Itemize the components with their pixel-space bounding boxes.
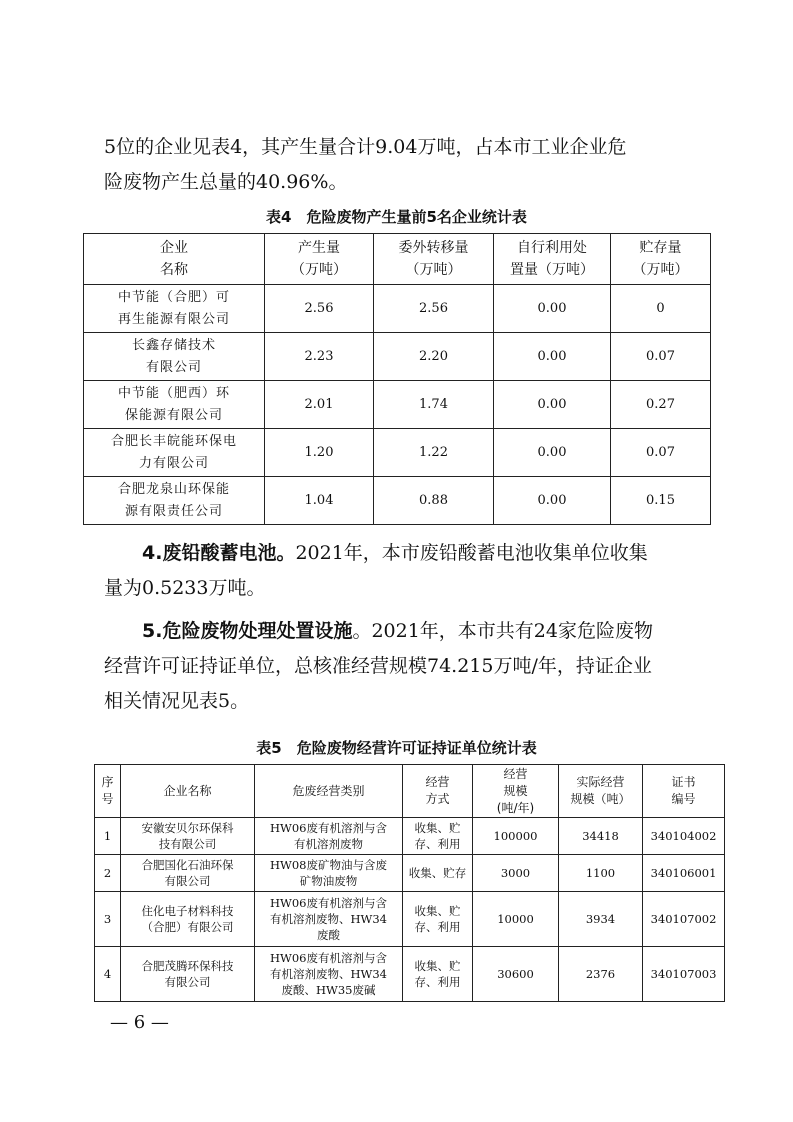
page-number: — 6 — xyxy=(110,1012,169,1033)
section5-paragraph xyxy=(104,614,704,719)
storage-cell: 0.15 xyxy=(611,477,711,525)
self-use-cell: 0.00 xyxy=(494,477,611,525)
company-name-cell: 安徽安贝尔环保科 技有限公司 xyxy=(121,818,255,855)
section5-line-3: 相关情况见表5。 xyxy=(104,690,250,712)
table4-caption: 表4 危险废物产生量前5名企业统计表 xyxy=(266,208,527,226)
company-name-cell: 合肥茂腾环保科技 有限公司 xyxy=(121,947,255,1002)
cert-cell: 340104002 xyxy=(643,818,725,855)
transfer-cell: 2.56 xyxy=(374,285,494,333)
company-name-cell: 中节能（合肥）可 再生能源有限公司 xyxy=(84,285,265,333)
produce-cell: 1.20 xyxy=(265,429,374,477)
cert-cell: 340106001 xyxy=(643,855,725,892)
transfer-cell: 1.74 xyxy=(374,381,494,429)
company-name-cell: 长鑫存储技术 有限公司 xyxy=(84,333,265,381)
scale-cell: 10000 xyxy=(473,892,559,947)
mode-cell: 收集、贮 存、利用 xyxy=(403,818,473,855)
intro-paragraph xyxy=(104,130,704,200)
section4-line-2: 量为0.5233万吨。 xyxy=(104,577,266,599)
intro-line-1: 5位的企业见表4，其产生量合计9.04万吨，占本市工业企业危 xyxy=(104,136,627,158)
company-name-cell: 合肥国化石油环保 有限公司 xyxy=(121,855,255,892)
transfer-cell: 0.88 xyxy=(374,477,494,525)
storage-cell: 0.27 xyxy=(611,381,711,429)
table5-header-cert: 证书 编号 xyxy=(643,765,725,818)
table-row xyxy=(84,429,711,477)
section4-paragraph xyxy=(104,536,704,606)
table5-header-actual: 实际经营 规模（吨） xyxy=(559,765,643,818)
scale-cell: 30600 xyxy=(473,947,559,1002)
table4-header-row xyxy=(84,234,711,285)
produce-cell: 1.04 xyxy=(265,477,374,525)
category-cell: HW08废矿物油与含废 矿物油废物 xyxy=(255,855,403,892)
row-number-cell: 4 xyxy=(95,947,121,1002)
table4-header-self-use: 自行利用处 置量（万吨） xyxy=(494,234,611,285)
section5-heading: 5.危险废物处理处置设施 xyxy=(142,620,353,642)
section4-heading: 4.废铅酸蓄电池。 xyxy=(142,542,296,564)
table4-header-transfer: 委外转移量 （万吨） xyxy=(374,234,494,285)
table5-header-scale: 经营 规模 (吨/年) xyxy=(473,765,559,818)
produce-cell: 2.01 xyxy=(265,381,374,429)
company-name-cell: 合肥龙泉山环保能 源有限责任公司 xyxy=(84,477,265,525)
transfer-cell: 2.20 xyxy=(374,333,494,381)
actual-cell: 1100 xyxy=(559,855,643,892)
category-cell: HW06废有机溶剂与含 有机溶剂废物、HW34 废酸 xyxy=(255,892,403,947)
row-number-cell: 3 xyxy=(95,892,121,947)
table-row xyxy=(95,855,725,892)
storage-cell: 0 xyxy=(611,285,711,333)
intro-line-2: 险废物产生总量的40.96%。 xyxy=(104,171,348,193)
actual-cell: 3934 xyxy=(559,892,643,947)
table4-header-company: 企业 名称 xyxy=(84,234,265,285)
company-name-cell: 住化电子材料科技 （合肥）有限公司 xyxy=(121,892,255,947)
table5-header-company: 企业名称 xyxy=(121,765,255,818)
self-use-cell: 0.00 xyxy=(494,381,611,429)
table5-header-row xyxy=(95,765,725,818)
section5-line-2: 经营许可证持证单位，总核准经营规模74.215万吨/年，持证企业 xyxy=(104,655,652,677)
table4-header-produce: 产生量 （万吨） xyxy=(265,234,374,285)
section5-text: 。2021年，本市共有24家危险废物 xyxy=(352,620,653,642)
table-row xyxy=(95,818,725,855)
table-row xyxy=(95,947,725,1002)
scale-cell: 3000 xyxy=(473,855,559,892)
category-cell: HW06废有机溶剂与含 有机溶剂废物 xyxy=(255,818,403,855)
table4 xyxy=(83,233,711,525)
row-number-cell: 2 xyxy=(95,855,121,892)
mode-cell: 收集、贮 存、利用 xyxy=(403,892,473,947)
mode-cell: 收集、贮 存、利用 xyxy=(403,947,473,1002)
self-use-cell: 0.00 xyxy=(494,333,611,381)
storage-cell: 0.07 xyxy=(611,429,711,477)
table-row xyxy=(95,892,725,947)
transfer-cell: 1.22 xyxy=(374,429,494,477)
cert-cell: 340107003 xyxy=(643,947,725,1002)
table5-header-category: 危废经营类别 xyxy=(255,765,403,818)
table5-header-no: 序 号 xyxy=(95,765,121,818)
row-number-cell: 1 xyxy=(95,818,121,855)
company-name-cell: 合肥长丰皖能环保电 力有限公司 xyxy=(84,429,265,477)
table-row xyxy=(84,381,711,429)
self-use-cell: 0.00 xyxy=(494,285,611,333)
table5-caption: 表5 危险废物经营许可证持证单位统计表 xyxy=(256,739,537,757)
table5 xyxy=(94,764,725,1002)
category-cell: HW06废有机溶剂与含 有机溶剂废物、HW34 废酸、HW35废碱 xyxy=(255,947,403,1002)
cert-cell: 340107002 xyxy=(643,892,725,947)
table-row xyxy=(84,285,711,333)
section4-text: 2021年，本市废铅酸蓄电池收集单位收集 xyxy=(295,542,648,564)
table-row xyxy=(84,333,711,381)
mode-cell: 收集、贮存 xyxy=(403,855,473,892)
storage-cell: 0.07 xyxy=(611,333,711,381)
actual-cell: 2376 xyxy=(559,947,643,1002)
produce-cell: 2.23 xyxy=(265,333,374,381)
table4-header-storage: 贮存量 （万吨） xyxy=(611,234,711,285)
table5-header-mode: 经营 方式 xyxy=(403,765,473,818)
actual-cell: 34418 xyxy=(559,818,643,855)
produce-cell: 2.56 xyxy=(265,285,374,333)
scale-cell: 100000 xyxy=(473,818,559,855)
table-row xyxy=(84,477,711,525)
company-name-cell: 中节能（肥西）环 保能源有限公司 xyxy=(84,381,265,429)
self-use-cell: 0.00 xyxy=(494,429,611,477)
